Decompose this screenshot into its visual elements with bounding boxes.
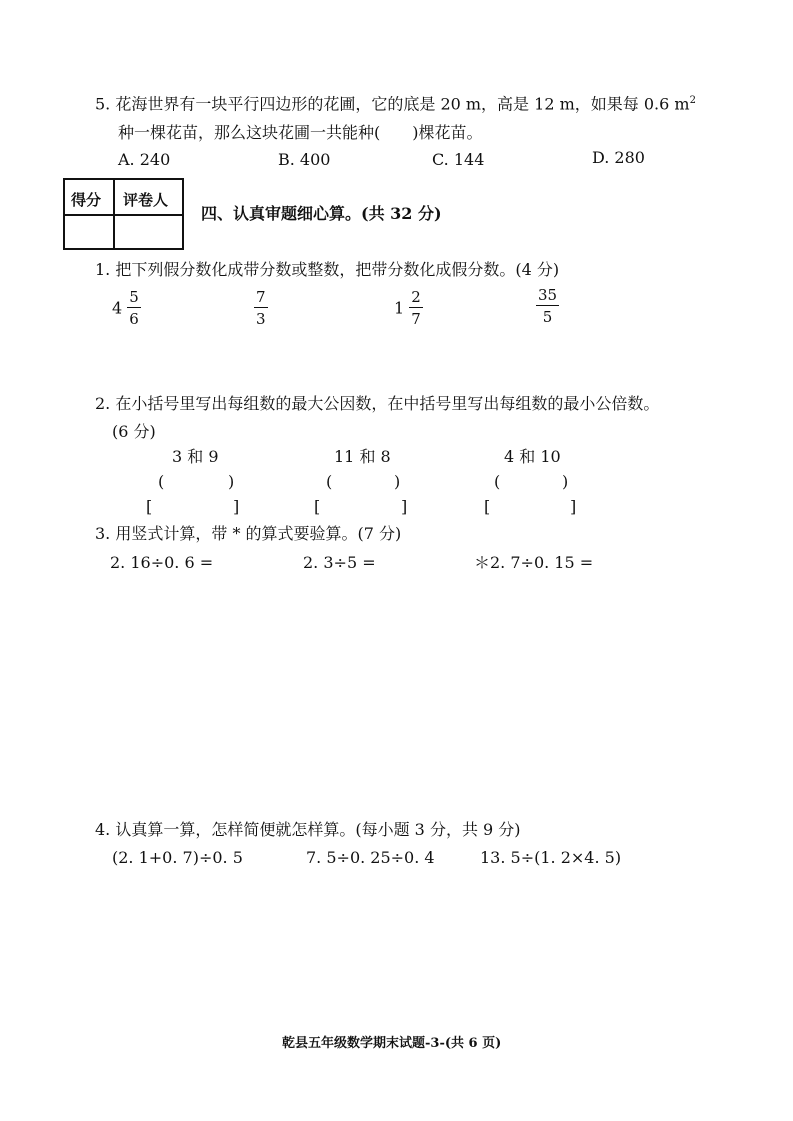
s2-question: 2. 在小括号里写出每组数的最大公因数，在中括号里写出每组数的最小公倍数。 bbox=[95, 394, 660, 413]
s4-item-1: (2. 1+0. 7)÷0. 5 bbox=[112, 848, 243, 867]
s2-group-3: 4 和 10 bbox=[504, 447, 561, 466]
q5-option-b: B. 400 bbox=[278, 150, 331, 169]
q5-option-c: C. 144 bbox=[432, 150, 485, 169]
s1-item-4: $\frac{35}{5}$ bbox=[538, 286, 558, 326]
s3-item-2: 2. 3÷5 = bbox=[303, 553, 376, 572]
q5-option-d: D. 280 bbox=[592, 148, 645, 167]
q5-line1: 5. 花海世界有一块平行四边形的花圃，它的底是 20 m，高是 12 m，如果每 0.6 m bbox=[95, 94, 690, 114]
score-table bbox=[63, 178, 184, 250]
s1-item-3: 1 $\frac{2}{7}$ bbox=[394, 288, 421, 328]
s2-gcf-blank-1-close: ) bbox=[228, 472, 235, 491]
s2-gcf-blank-3-close: ) bbox=[562, 472, 569, 491]
s2-group-2: 11 和 8 bbox=[334, 447, 391, 466]
s3-item-3: ＊2. 7÷0. 15 = bbox=[474, 553, 594, 572]
s4-question: 4. 认真算一算，怎样简便就怎样算。(每小题 3 分，共 9 分) bbox=[95, 820, 521, 839]
s2-gcf-blank-2-close: ) bbox=[394, 472, 401, 491]
s2-gcf-blank-1-open: ( bbox=[158, 472, 165, 491]
s3-item-1: 2. 16÷0. 6 = bbox=[110, 553, 214, 572]
s2-points: (6 分) bbox=[112, 422, 156, 441]
grader-header: 评卷人 bbox=[123, 191, 169, 209]
s2-lcm-blank-2-close: ] bbox=[401, 497, 408, 516]
s2-lcm-blank-1-open: [ bbox=[146, 497, 153, 516]
s2-lcm-blank-3-open: [ bbox=[484, 497, 491, 516]
s4-item-2: 7. 5÷0. 25÷0. 4 bbox=[306, 848, 435, 867]
s4-item-3: 13. 5÷(1. 2×4. 5) bbox=[480, 848, 622, 867]
s2-lcm-blank-3-close: ] bbox=[570, 497, 577, 516]
s1-item-2: $\frac{7}{3}$ bbox=[256, 288, 266, 328]
s3-question: 3. 用竖式计算，带 * 的算式要验算。(7 分) bbox=[95, 524, 402, 543]
q5-unit-superscript: 2 bbox=[689, 95, 696, 106]
s1-question: 1. 把下列假分数化成带分数或整数，把带分数化成假分数。(4 分) bbox=[95, 260, 560, 279]
q5-line2: 种一棵花苗，那么这块花圃一共能种( )棵花苗。 bbox=[118, 123, 483, 142]
s2-gcf-blank-3-open: ( bbox=[494, 472, 501, 491]
s2-gcf-blank-2-open: ( bbox=[326, 472, 333, 491]
s1-item-1: 4 $\frac{5}{6}$ bbox=[112, 288, 139, 328]
s2-lcm-blank-2-open: [ bbox=[314, 497, 321, 516]
page-footer: 乾县五年级数学期末试题-3-(共 6 页) bbox=[282, 1036, 502, 1051]
s2-group-1: 3 和 9 bbox=[172, 447, 219, 466]
score-header: 得分 bbox=[71, 191, 102, 209]
q5-option-a: A. 240 bbox=[118, 150, 171, 169]
section4-title: 四、认真审题细心算。(共 32 分) bbox=[201, 204, 442, 223]
s2-lcm-blank-1-close: ] bbox=[233, 497, 240, 516]
